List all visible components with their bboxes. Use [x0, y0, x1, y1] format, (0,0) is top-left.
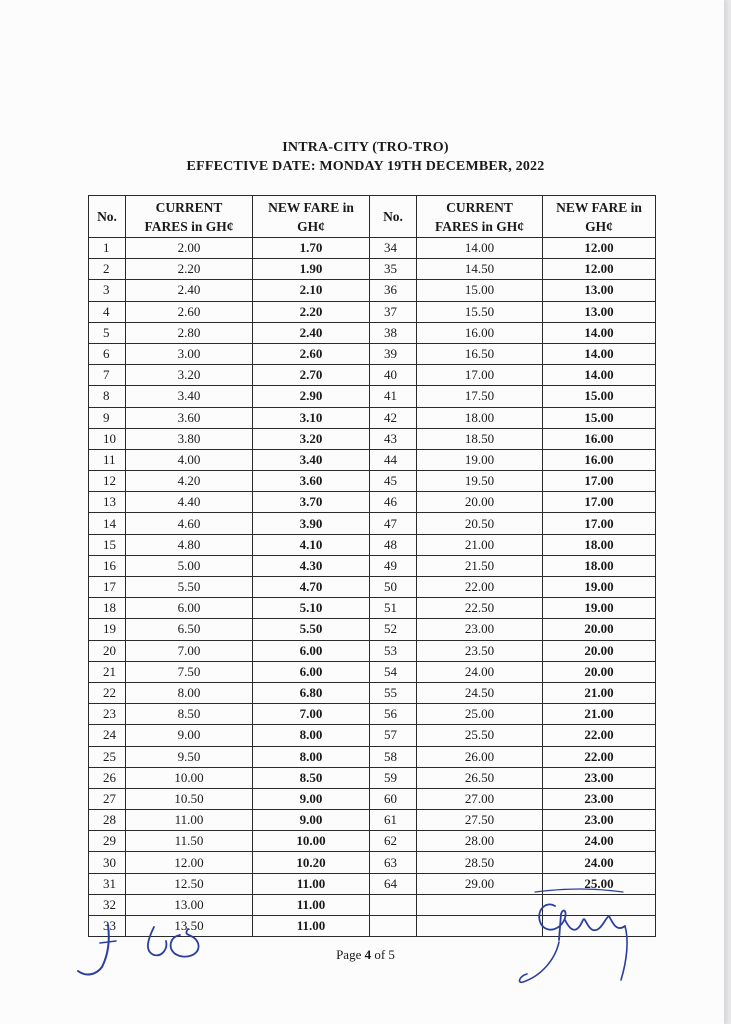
new-fare-cell: 24.00 — [543, 852, 656, 873]
fare-no-cell: 47 — [370, 513, 417, 534]
new-fare-cell: 4.70 — [253, 577, 370, 598]
fare-no-cell — [370, 916, 417, 937]
fare-no-cell: 55 — [370, 682, 417, 703]
new-fare-cell: 19.00 — [543, 577, 656, 598]
table-row — [89, 492, 656, 513]
new-fare-cell: 21.00 — [543, 704, 656, 725]
new-fare-cell: 15.00 — [543, 407, 656, 428]
current-fare-cell: 16.50 — [417, 343, 543, 364]
new-fare-cell: 8.50 — [253, 767, 370, 788]
current-fare-cell: 2.00 — [126, 238, 253, 259]
new-fare-cell: 22.00 — [543, 725, 656, 746]
current-fare-cell: 10.50 — [126, 788, 253, 809]
new-fare-cell: 14.00 — [543, 343, 656, 364]
current-fare-cell: 23.50 — [417, 640, 543, 661]
new-fare-cell: 2.70 — [253, 365, 370, 386]
current-fare-cell: 3.40 — [126, 386, 253, 407]
header-current-fare — [417, 196, 543, 238]
table-row — [89, 343, 656, 364]
table-row — [89, 640, 656, 661]
header-new-line2: GH¢ — [297, 218, 325, 234]
current-fare-cell: 18.50 — [417, 428, 543, 449]
new-fare-cell: 6.00 — [253, 640, 370, 661]
new-fare-cell: 20.00 — [543, 619, 656, 640]
current-fare-cell: 12.00 — [126, 852, 253, 873]
fare-no-cell: 12 — [89, 471, 126, 492]
new-fare-cell: 17.00 — [543, 513, 656, 534]
current-fare-cell: 2.20 — [126, 259, 253, 280]
fare-no-cell: 24 — [89, 725, 126, 746]
current-fare-cell: 19.00 — [417, 449, 543, 470]
fare-no-cell: 14 — [89, 513, 126, 534]
fare-no-cell: 7 — [89, 365, 126, 386]
fare-no-cell: 54 — [370, 661, 417, 682]
current-fare-cell: 20.50 — [417, 513, 543, 534]
fare-no-cell: 31 — [89, 873, 126, 894]
header-current-fare — [126, 196, 253, 238]
current-fare-cell: 25.00 — [417, 704, 543, 725]
new-fare-cell: 19.00 — [543, 598, 656, 619]
table-row — [89, 831, 656, 852]
new-fare-cell: 11.00 — [253, 894, 370, 915]
fare-no-cell: 11 — [89, 449, 126, 470]
document-title: INTRA-CITY (TRO-TRO) — [282, 140, 449, 155]
fare-no-cell: 44 — [370, 449, 417, 470]
new-fare-cell: 11.00 — [253, 873, 370, 894]
new-fare-cell: 8.00 — [253, 725, 370, 746]
fare-no-cell: 60 — [370, 788, 417, 809]
new-fare-cell: 24.00 — [543, 831, 656, 852]
fare-no-cell: 38 — [370, 322, 417, 343]
current-fare-cell: 9.50 — [126, 746, 253, 767]
fare-no-cell: 43 — [370, 428, 417, 449]
current-fare-cell: 16.00 — [417, 322, 543, 343]
fare-no-cell: 4 — [89, 301, 126, 322]
table-row — [89, 682, 656, 703]
header-current-line2: FARES in GH¢ — [434, 218, 524, 234]
current-fare-cell: 17.00 — [417, 365, 543, 386]
current-fare-cell: 11.50 — [126, 831, 253, 852]
current-fare-cell: 3.00 — [126, 343, 253, 364]
fare-no-cell: 32 — [89, 894, 126, 915]
current-fare-cell: 24.00 — [417, 661, 543, 682]
new-fare-cell: 17.00 — [543, 471, 656, 492]
current-fare-cell: 24.50 — [417, 682, 543, 703]
current-fare-cell: 13.00 — [126, 894, 253, 915]
fare-no-cell: 25 — [89, 746, 126, 767]
new-fare-cell: 7.00 — [253, 704, 370, 725]
table-row — [89, 238, 656, 259]
current-fare-cell: 12.50 — [126, 873, 253, 894]
current-fare-cell: 3.20 — [126, 365, 253, 386]
current-fare-cell: 26.00 — [417, 746, 543, 767]
fare-no-cell: 39 — [370, 343, 417, 364]
fare-no-cell: 37 — [370, 301, 417, 322]
current-fare-cell: 2.40 — [126, 280, 253, 301]
fare-no-cell: 13 — [89, 492, 126, 513]
current-fare-cell: 27.00 — [417, 788, 543, 809]
fare-no-cell: 35 — [370, 259, 417, 280]
new-fare-cell: 13.00 — [543, 301, 656, 322]
new-fare-cell: 2.60 — [253, 343, 370, 364]
table-row — [89, 428, 656, 449]
new-fare-cell: 18.00 — [543, 534, 656, 555]
current-fare-cell: 7.00 — [126, 640, 253, 661]
new-fare-cell: 14.00 — [543, 322, 656, 343]
current-fare-cell: 14.50 — [417, 259, 543, 280]
current-fare-cell: 28.00 — [417, 831, 543, 852]
fare-no-cell: 34 — [370, 238, 417, 259]
current-fare-cell: 10.00 — [126, 767, 253, 788]
current-fare-cell: 29.00 — [417, 873, 543, 894]
current-fare-cell: 21.50 — [417, 555, 543, 576]
header-current-line1: CURRENT — [446, 199, 513, 215]
current-fare-cell: 23.00 — [417, 619, 543, 640]
table-row — [89, 746, 656, 767]
fare-no-cell: 56 — [370, 704, 417, 725]
fare-no-cell: 28 — [89, 810, 126, 831]
new-fare-cell: 13.00 — [543, 280, 656, 301]
table-row — [89, 407, 656, 428]
header-current-line1: CURRENT — [155, 199, 223, 215]
new-fare-cell: 2.90 — [253, 386, 370, 407]
fare-no-cell: 33 — [89, 916, 126, 937]
new-fare-cell: 22.00 — [543, 746, 656, 767]
new-fare-cell: 14.00 — [543, 365, 656, 386]
table-row — [89, 767, 656, 788]
header-new-line1: NEW FARE in — [268, 199, 354, 215]
table-row — [89, 619, 656, 640]
page-current: 4 — [364, 947, 372, 962]
current-fare-cell: 26.50 — [417, 767, 543, 788]
current-fare-cell: 6.50 — [126, 619, 253, 640]
table-row — [89, 365, 656, 386]
fare-no-cell: 5 — [89, 322, 126, 343]
table-row — [89, 471, 656, 492]
fare-no-cell: 17 — [89, 577, 126, 598]
current-fare-cell: 21.00 — [417, 534, 543, 555]
new-fare-cell: 16.00 — [543, 428, 656, 449]
new-fare-cell: 3.90 — [253, 513, 370, 534]
fare-no-cell: 62 — [370, 831, 417, 852]
current-fare-cell: 8.00 — [126, 682, 253, 703]
header-no: No. — [370, 196, 417, 238]
new-fare-cell: 2.40 — [253, 322, 370, 343]
current-fare-cell: 4.40 — [126, 492, 253, 513]
fare-no-cell: 30 — [89, 852, 126, 873]
new-fare-cell: 23.00 — [543, 810, 656, 831]
new-fare-cell: 4.10 — [253, 534, 370, 555]
fare-no-cell: 57 — [370, 725, 417, 746]
current-fare-cell: 20.00 — [417, 492, 543, 513]
fare-no-cell: 53 — [370, 640, 417, 661]
table-header-row — [89, 196, 656, 238]
new-fare-cell: 20.00 — [543, 640, 656, 661]
fare-no-cell: 20 — [89, 640, 126, 661]
current-fare-cell: 2.60 — [126, 301, 253, 322]
fare-no-cell: 9 — [89, 407, 126, 428]
signature-left — [70, 915, 230, 985]
current-fare-cell: 19.50 — [417, 471, 543, 492]
current-fare-cell: 8.50 — [126, 704, 253, 725]
new-fare-cell: 1.90 — [253, 259, 370, 280]
page-prefix: Page — [336, 947, 365, 962]
new-fare-cell: 12.00 — [543, 259, 656, 280]
new-fare-cell: 10.00 — [253, 831, 370, 852]
current-fare-cell: 13.50 — [126, 916, 253, 937]
fare-no-cell: 41 — [370, 386, 417, 407]
new-fare-cell: 2.10 — [253, 280, 370, 301]
signature-right — [505, 880, 665, 990]
current-fare-cell: 15.50 — [417, 301, 543, 322]
new-fare-cell: 3.60 — [253, 471, 370, 492]
fare-no-cell — [370, 894, 417, 915]
current-fare-cell: 11.00 — [126, 810, 253, 831]
current-fare-cell: 7.50 — [126, 661, 253, 682]
current-fare-cell: 4.00 — [126, 449, 253, 470]
header-new-line2: GH¢ — [585, 218, 613, 234]
table-row — [89, 788, 656, 809]
fare-no-cell: 52 — [370, 619, 417, 640]
fare-no-cell: 36 — [370, 280, 417, 301]
fare-no-cell: 18 — [89, 598, 126, 619]
new-fare-cell: 1.70 — [253, 238, 370, 259]
fare-no-cell: 40 — [370, 365, 417, 386]
header-new-fare — [253, 196, 370, 238]
new-fare-cell: 17.00 — [543, 492, 656, 513]
fare-no-cell: 2 — [89, 259, 126, 280]
table-row — [89, 725, 656, 746]
table-row — [89, 280, 656, 301]
current-fare-cell: 14.00 — [417, 238, 543, 259]
header-new-fare — [543, 196, 656, 238]
new-fare-cell: 9.00 — [253, 810, 370, 831]
current-fare-cell: 9.00 — [126, 725, 253, 746]
table-row — [89, 259, 656, 280]
fare-no-cell: 51 — [370, 598, 417, 619]
fare-no-cell: 1 — [89, 238, 126, 259]
fare-no-cell: 63 — [370, 852, 417, 873]
new-fare-cell: 15.00 — [543, 386, 656, 407]
table-row — [89, 301, 656, 322]
new-fare-cell: 3.40 — [253, 449, 370, 470]
table-row — [89, 386, 656, 407]
fare-no-cell: 50 — [370, 577, 417, 598]
fare-no-cell: 26 — [89, 767, 126, 788]
new-fare-cell: 21.00 — [543, 682, 656, 703]
effective-date: EFFECTIVE DATE: MONDAY 19TH DECEMBER, 2022 — [186, 159, 545, 174]
current-fare-cell: 25.50 — [417, 725, 543, 746]
fare-no-cell: 15 — [89, 534, 126, 555]
current-fare-cell: 4.80 — [126, 534, 253, 555]
fare-no-cell: 61 — [370, 810, 417, 831]
current-fare-cell: 3.60 — [126, 407, 253, 428]
header-no: No. — [89, 196, 126, 238]
fare-no-cell: 45 — [370, 471, 417, 492]
fare-no-cell: 8 — [89, 386, 126, 407]
table-row — [89, 322, 656, 343]
new-fare-cell: 25.00 — [543, 873, 656, 894]
new-fare-cell: 23.00 — [543, 788, 656, 809]
new-fare-cell: 6.00 — [253, 661, 370, 682]
current-fare-cell: 15.00 — [417, 280, 543, 301]
table-row — [89, 449, 656, 470]
current-fare-cell: 4.60 — [126, 513, 253, 534]
table-row — [89, 598, 656, 619]
current-fare-cell: 6.00 — [126, 598, 253, 619]
fare-no-cell: 64 — [370, 873, 417, 894]
fare-no-cell: 48 — [370, 534, 417, 555]
fare-no-cell: 16 — [89, 555, 126, 576]
fare-no-cell: 19 — [89, 619, 126, 640]
current-fare-cell: 5.00 — [126, 555, 253, 576]
table-row — [89, 534, 656, 555]
current-fare-cell: 18.00 — [417, 407, 543, 428]
fare-no-cell: 49 — [370, 555, 417, 576]
table-row — [89, 661, 656, 682]
fare-no-cell: 22 — [89, 682, 126, 703]
header-current-line2: FARES in GH¢ — [144, 218, 234, 234]
fare-no-cell: 42 — [370, 407, 417, 428]
new-fare-cell: 11.00 — [253, 916, 370, 937]
fare-no-cell: 27 — [89, 788, 126, 809]
current-fare-cell: 27.50 — [417, 810, 543, 831]
new-fare-cell: 6.80 — [253, 682, 370, 703]
new-fare-cell: 3.20 — [253, 428, 370, 449]
new-fare-cell: 20.00 — [543, 661, 656, 682]
fare-no-cell: 23 — [89, 704, 126, 725]
new-fare-cell: 18.00 — [543, 555, 656, 576]
new-fare-cell: 8.00 — [253, 746, 370, 767]
current-fare-cell: 3.80 — [126, 428, 253, 449]
new-fare-cell: 16.00 — [543, 449, 656, 470]
current-fare-cell: 17.50 — [417, 386, 543, 407]
fare-no-cell: 46 — [370, 492, 417, 513]
current-fare-cell: 2.80 — [126, 322, 253, 343]
table-row — [89, 810, 656, 831]
table-row — [89, 852, 656, 873]
table-row — [89, 704, 656, 725]
current-fare-cell: 4.20 — [126, 471, 253, 492]
fare-no-cell: 59 — [370, 767, 417, 788]
new-fare-cell: 4.30 — [253, 555, 370, 576]
new-fare-cell: 9.00 — [253, 788, 370, 809]
new-fare-cell: 12.00 — [543, 238, 656, 259]
page-suffix: of 5 — [371, 947, 395, 962]
new-fare-cell: 3.70 — [253, 492, 370, 513]
current-fare-cell: 28.50 — [417, 852, 543, 873]
fare-no-cell: 58 — [370, 746, 417, 767]
fare-no-cell: 6 — [89, 343, 126, 364]
fare-no-cell: 29 — [89, 831, 126, 852]
current-fare-cell: 5.50 — [126, 577, 253, 598]
new-fare-cell: 3.10 — [253, 407, 370, 428]
new-fare-cell: 2.20 — [253, 301, 370, 322]
fare-table — [88, 195, 656, 937]
current-fare-cell: 22.50 — [417, 598, 543, 619]
table-row — [89, 513, 656, 534]
current-fare-cell: 22.00 — [417, 577, 543, 598]
new-fare-cell: 23.00 — [543, 767, 656, 788]
table-row — [89, 555, 656, 576]
new-fare-cell: 10.20 — [253, 852, 370, 873]
header-new-line1: NEW FARE in — [556, 199, 642, 215]
fare-no-cell: 3 — [89, 280, 126, 301]
fare-no-cell: 21 — [89, 661, 126, 682]
table-row — [89, 577, 656, 598]
new-fare-cell: 5.10 — [253, 598, 370, 619]
fare-no-cell: 10 — [89, 428, 126, 449]
new-fare-cell: 5.50 — [253, 619, 370, 640]
